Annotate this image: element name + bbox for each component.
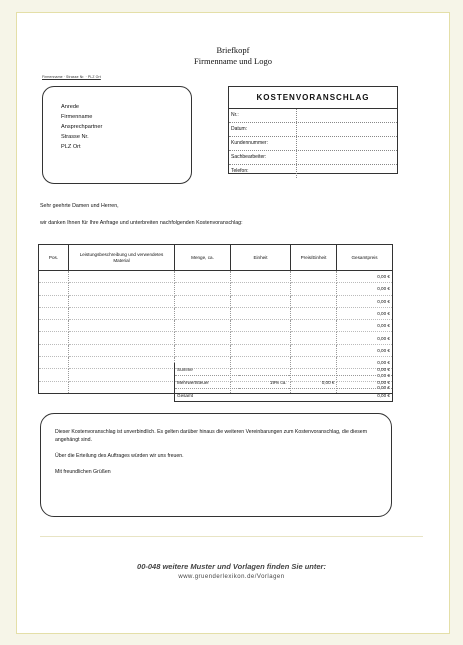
quote-info-box <box>228 86 398 174</box>
table-cell <box>175 344 231 356</box>
note-thanks: Über die Erteilung des Auftrages würden wir uns freuen. <box>55 453 184 459</box>
table-cell <box>175 283 231 295</box>
summary-table <box>174 363 393 402</box>
quote-field-telefon <box>229 165 397 178</box>
summary-row-mwst <box>175 376 393 389</box>
row-total: 0,00 € <box>337 344 393 356</box>
recipient-line: Anrede <box>61 104 80 110</box>
table-row <box>39 271 393 283</box>
header-total-price: Gesamtpreis <box>337 245 393 271</box>
letterhead-line-1: Briefkopf <box>216 45 250 55</box>
footer-divider <box>40 536 423 537</box>
summe-label: Summe <box>175 363 239 376</box>
table-cell <box>291 332 337 344</box>
table-cell <box>69 357 175 369</box>
table-cell <box>39 332 69 344</box>
header-unit-price: Preis/Einheit <box>291 245 337 271</box>
recipient-line: Firmenname <box>61 114 93 120</box>
table-cell <box>291 344 337 356</box>
header-unit: Einheit <box>231 245 291 271</box>
table-cell <box>291 307 337 319</box>
field-label: Datum: <box>231 126 248 132</box>
quote-field-kundennummer <box>229 137 397 151</box>
recipient-line: PLZ Ort <box>61 144 81 150</box>
field-label: Nr.: <box>231 112 239 118</box>
mwst-base: 0,00 € <box>289 376 337 389</box>
quote-field-sachbearbeiter <box>229 151 397 165</box>
table-cell <box>231 344 291 356</box>
note-regards: Mit freundlichen Grüßen <box>55 469 111 475</box>
table-cell <box>175 332 231 344</box>
recipient-address-box <box>42 86 192 184</box>
table-cell <box>69 295 175 307</box>
table-cell <box>39 295 69 307</box>
row-total: 0,00 € <box>337 271 393 283</box>
footer-url[interactable]: www.gruenderlexikon.de/Vorlagen <box>178 574 285 580</box>
row-total: 0,00 € <box>337 381 393 393</box>
letterhead <box>17 45 449 67</box>
field-label: Telefon: <box>231 168 249 174</box>
table-cell <box>69 271 175 283</box>
table-cell <box>39 307 69 319</box>
table-cell <box>69 283 175 295</box>
table-cell <box>39 344 69 356</box>
table-cell <box>231 283 291 295</box>
table-cell <box>291 295 337 307</box>
table-row <box>39 307 393 319</box>
table-cell <box>175 320 231 332</box>
summe-amount: 0,00 € <box>337 363 393 376</box>
row-total: 0,00 € <box>337 283 393 295</box>
table-cell <box>231 295 291 307</box>
mwst-label: Mehrwertsteuer <box>175 376 239 389</box>
table-cell <box>175 307 231 319</box>
table-header-row <box>39 245 393 271</box>
table-cell <box>39 283 69 295</box>
row-total: 0,00 € <box>337 332 393 344</box>
mwst-rate: 19% ca. <box>239 376 289 389</box>
table-cell <box>69 381 175 393</box>
quote-title: KOSTENVORANSCHLAG <box>229 87 397 109</box>
quote-field-nr <box>229 109 397 123</box>
footer-promo: 00-048 weitere Muster und Vorlagen finden Sie unter: <box>137 562 326 571</box>
row-total: 0,00 € <box>337 295 393 307</box>
header-pos: Pos. <box>39 245 69 271</box>
header-description: Leistungsbeschreibung und verwendetes Material <box>69 245 175 271</box>
gesamt-amount: 0,00 € <box>337 389 393 402</box>
row-total: 0,00 € <box>337 307 393 319</box>
table-cell <box>39 381 69 393</box>
table-cell <box>69 369 175 381</box>
table-cell <box>175 295 231 307</box>
table-row <box>39 320 393 332</box>
recipient-line: Ansprechpartner <box>61 124 103 130</box>
table-row <box>39 344 393 356</box>
intro-text: wir danken Ihnen für Ihre Anfrage und unterbreiten nachfolgenden Kostenvoranschlag: <box>40 220 243 226</box>
table-cell <box>231 307 291 319</box>
closing-note-box <box>40 413 392 517</box>
table-cell <box>39 357 69 369</box>
note-terms: Dieser Kostenvoranschlag ist unverbindlich. Es gelten darüber hinaus die weiteren Vereinbarungen zum Kostenvoranschlag, die diesem angehängt sind. <box>55 429 368 443</box>
gesamt-label: Gesamt <box>175 389 239 402</box>
table-row <box>39 283 393 295</box>
row-total: 0,00 € <box>337 369 393 381</box>
table-row <box>39 295 393 307</box>
field-label: Sachbearbeiter: <box>231 154 267 160</box>
table-cell <box>291 283 337 295</box>
salutation: Sehr geehrte Damen und Herren, <box>40 203 119 209</box>
letterhead-line-2: Firmenname und Logo <box>194 56 272 66</box>
table-cell <box>39 369 69 381</box>
summary-row-gesamt <box>175 389 393 402</box>
mwst-amount: 0,00 € <box>337 376 393 389</box>
row-total: 0,00 € <box>337 320 393 332</box>
sender-line: Firmenname · Strasse Nr. · PLZ Ort <box>42 75 101 79</box>
table-cell <box>291 271 337 283</box>
letter-opening <box>40 198 243 232</box>
table-cell <box>69 332 175 344</box>
table-cell <box>39 271 69 283</box>
table-cell <box>39 320 69 332</box>
table-cell <box>69 320 175 332</box>
table-cell <box>231 320 291 332</box>
table-cell <box>69 307 175 319</box>
table-cell <box>175 271 231 283</box>
table-cell <box>291 320 337 332</box>
summary-row-summe <box>175 363 393 376</box>
table-cell <box>231 332 291 344</box>
table-cell <box>69 344 175 356</box>
field-label: Kundennummer: <box>231 140 268 146</box>
table-row <box>39 332 393 344</box>
recipient-line: Strasse Nr. <box>61 134 89 140</box>
table-cell <box>231 271 291 283</box>
quote-field-datum <box>229 123 397 137</box>
row-total: 0,00 € <box>337 357 393 369</box>
header-quantity: Menge, ca. <box>175 245 231 271</box>
